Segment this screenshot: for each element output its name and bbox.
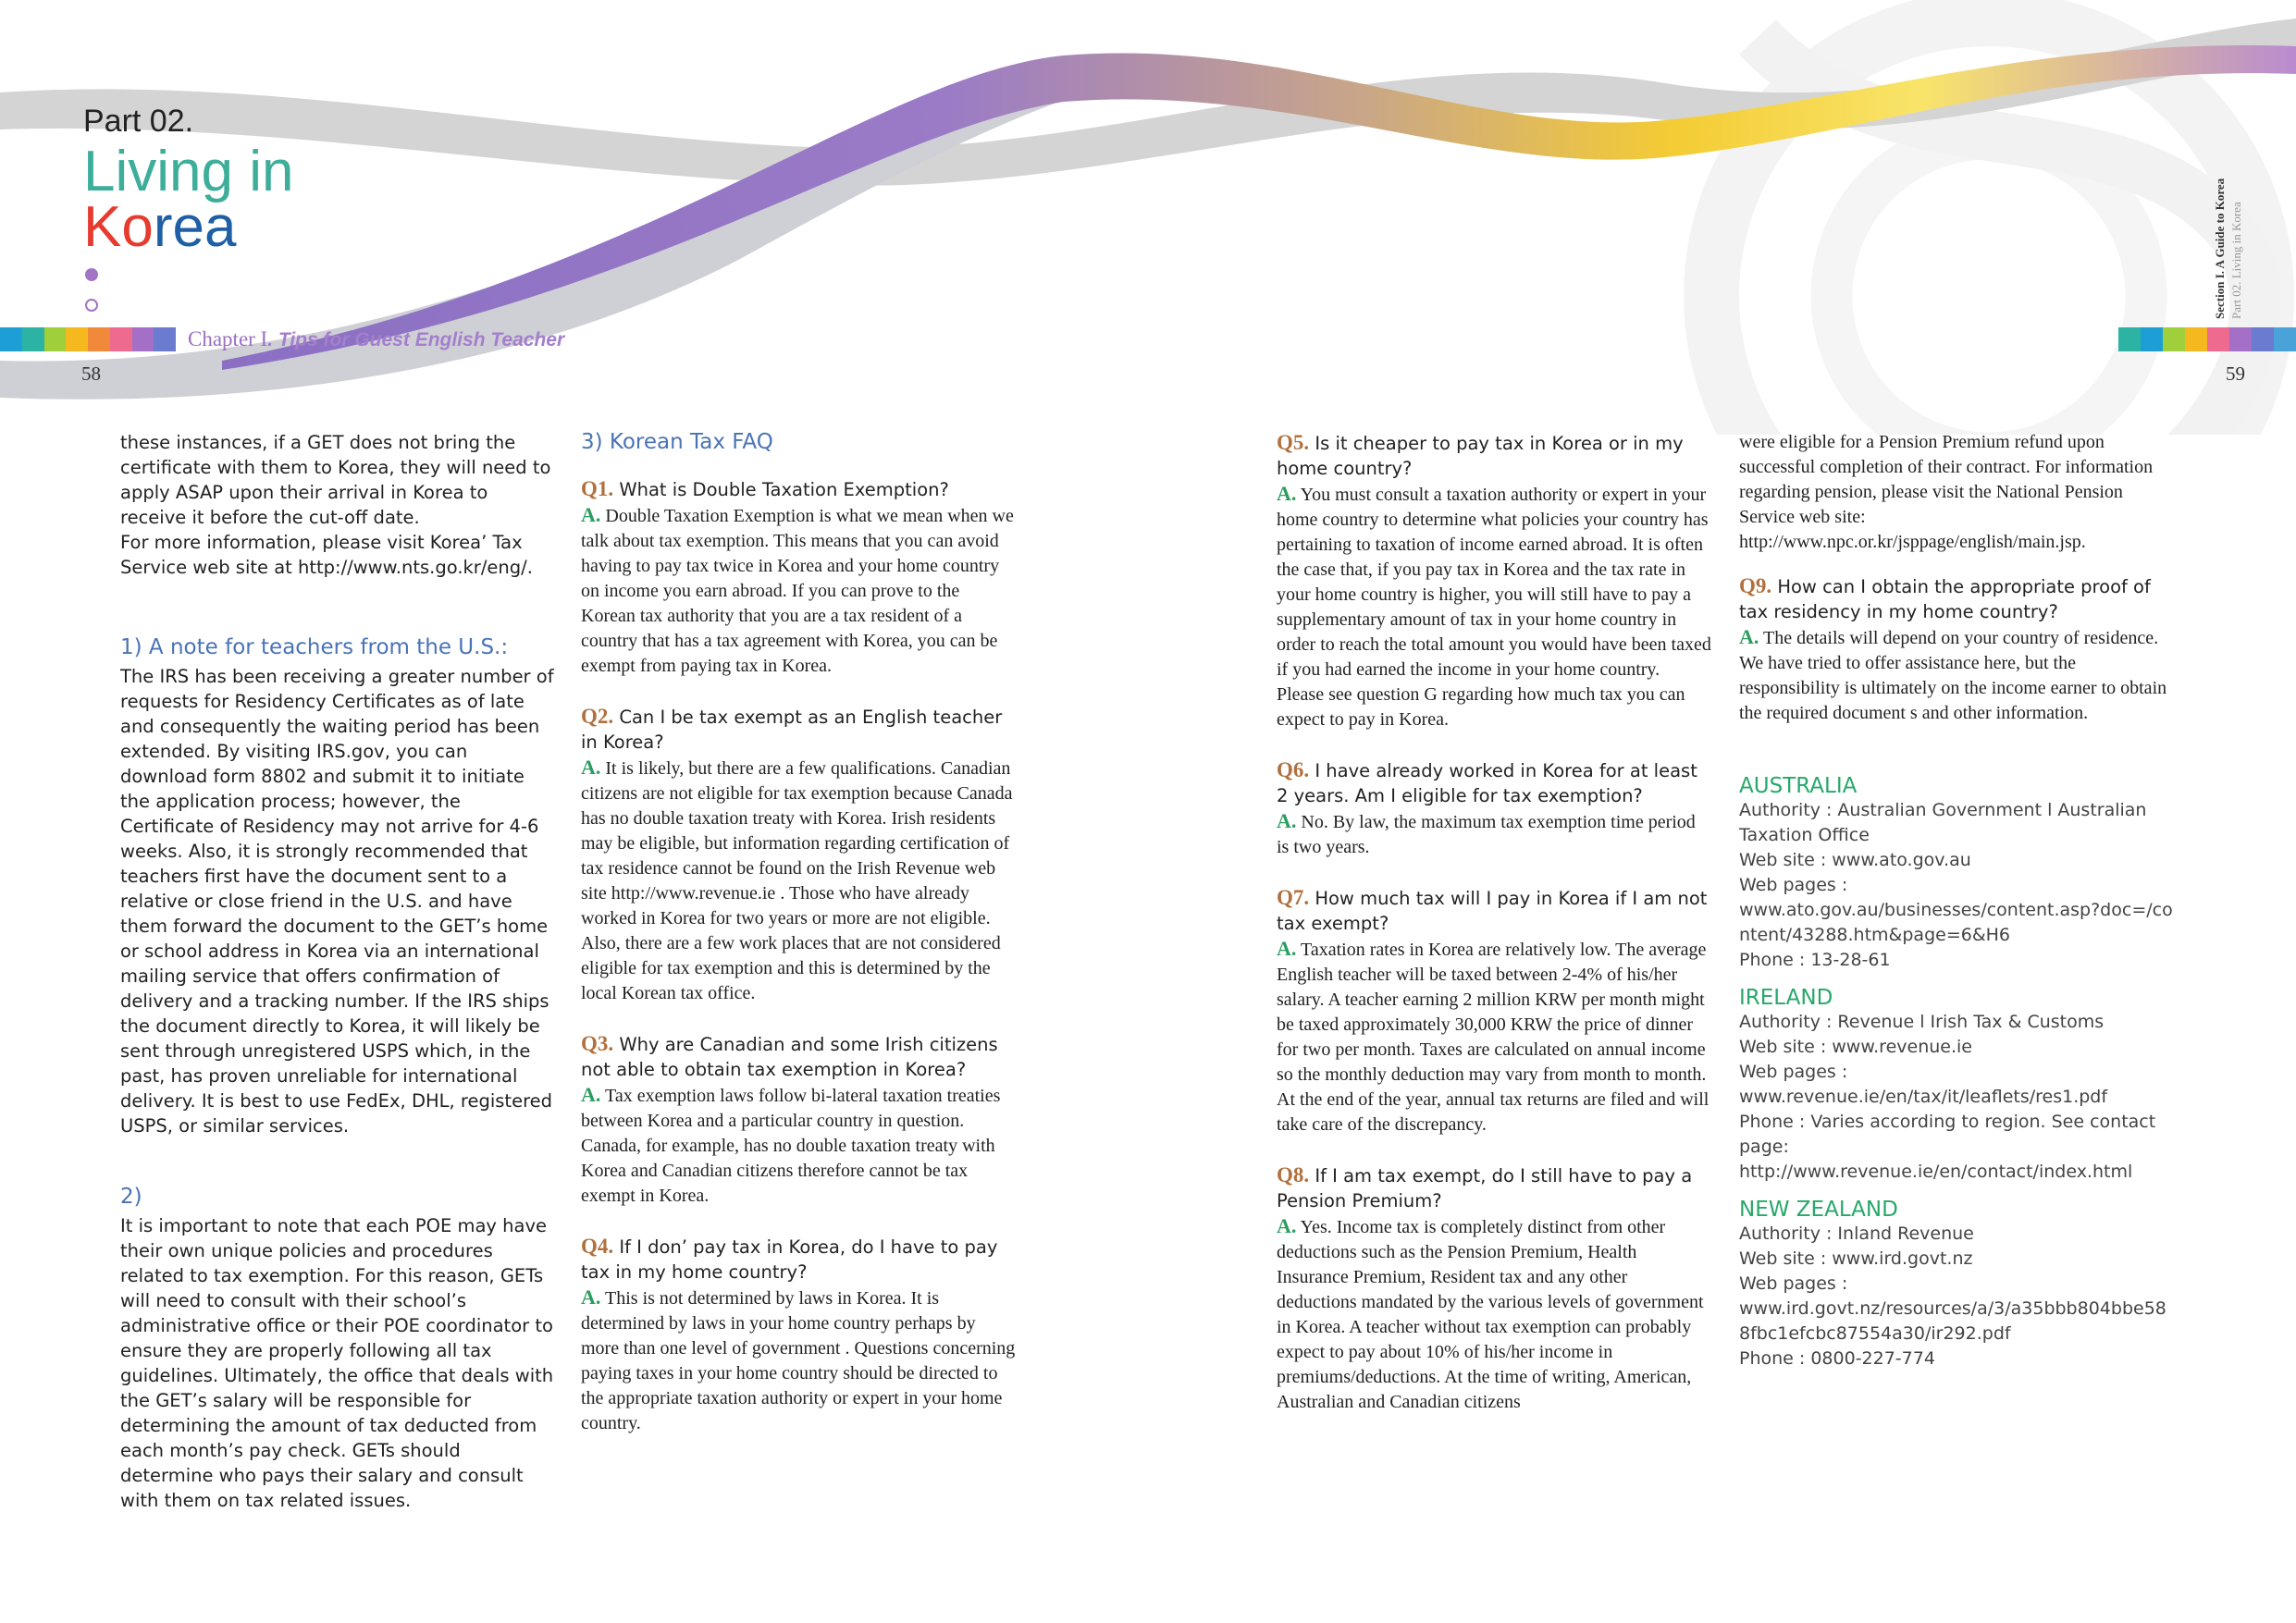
- country-line: www.revenue.ie/en/tax/it/leaflets/res1.pdf: [1739, 1087, 2108, 1107]
- country-new-zealand: [1739, 1198, 2174, 1371]
- answer-text: Yes. Income tax is completely distinct from other deductions such as the Pension Premium, Health Insurance Premium, Resident tax and any other deductions mandated by the various levels of government in Korea. A teacher without tax exemption can probably expect to pay about 10% of his/her income in premiums/deductions. At the time of writing, American, Australian and Canadian citizens: [1277, 1217, 1704, 1412]
- color-bar-right: [2118, 327, 2296, 351]
- title-k: Ko: [83, 195, 154, 259]
- answer-text: No. By law, the maximum tax exemption time period is two years.: [1277, 812, 1696, 857]
- answer-label: A.: [1277, 937, 1297, 960]
- question-number: Q2.: [581, 705, 614, 728]
- answer-text: The details will depend on your country of residence. We have tried to offer assistance here, but the responsibility is ultimately on the income earner to obtain the required document s and other information.: [1739, 628, 2167, 723]
- pension-url: http://www.npc.or.kr/jsppage/english/main.jsp.: [1739, 532, 2086, 552]
- question-number: Q9.: [1739, 574, 1772, 597]
- section-heading-2: 2): [120, 1185, 142, 1209]
- title-line-2: [83, 195, 237, 259]
- answer-label: A.: [1739, 625, 1759, 648]
- answer-text: Tax exemption laws follow bi-lateral taxation treaties between Korea and a particular country in question. Canada, for example, has no double taxation treaty with Korea and Canadian citizens therefore cannot be tax exempt in Korea.: [581, 1086, 1001, 1206]
- page-number-left: 58: [81, 363, 101, 385]
- question-text: Why are Canadian and some Irish citizens not able to obtain tax exemption in Korea?: [581, 1034, 998, 1080]
- country-line: www.ird.govt.nz/resources/a/3/a35bbb804bbe588fbc1efcbc87554a30/ir292.pdf: [1739, 1298, 2166, 1344]
- question-number: Q3.: [581, 1032, 614, 1055]
- answer-label: A.: [581, 756, 601, 779]
- country-line: Phone : 0800-227-774: [1739, 1348, 1935, 1369]
- vertical-running-title: [2213, 178, 2228, 319]
- answer-label: A.: [1277, 809, 1297, 832]
- faq-item-q2: [581, 704, 1016, 1006]
- country-line: Phone : Varies according to region. See contact page:: [1739, 1112, 2156, 1157]
- country-line: Web site : www.revenue.ie: [1739, 1037, 1972, 1057]
- chapter-heading: [188, 327, 564, 351]
- answer-text: This is not determined by laws in Korea. It is determined by laws in your home country perhaps by more than one level of government . Questions concerning paying taxes in your home country should be directed to the appropriate taxation authority or expert in your home country.: [581, 1288, 1016, 1433]
- intro-text: these instances, if a GET does not bring the certificate with them to Korea, they will need to apply ASAP upon their arrival in Korea to receive it before the cut-off date.: [120, 432, 551, 528]
- vertical-running-subtitle: [2229, 202, 2244, 319]
- question-number: Q7.: [1277, 886, 1310, 909]
- bullet-outline: [85, 299, 98, 312]
- question-text: If I am tax exempt, do I still have to pay a Pension Premium?: [1277, 1165, 1693, 1211]
- page-number-right: 59: [2226, 363, 2245, 385]
- country-name: NEW ZEALAND: [1739, 1198, 1898, 1222]
- color-bar-left: [0, 327, 176, 351]
- question-number: Q1.: [581, 477, 614, 500]
- answer-text: It is likely, but there are a few qualifications. Canadian citizens are not eligible for tax exemption because Canada has no double taxation treaty with Korea. Irish residents may be eligible, but information regarding certification of tax residence cannot be found on the Irish Revenue web site http://www.revenue.ie . Those who have already worked in Korea for two years or more are not eligible. Also, there are a few work places that are not considered eligible for tax exemption and this is determined by the local Korean tax office.: [581, 758, 1013, 1003]
- answer-label: A.: [1277, 1214, 1297, 1237]
- answer-text: You must consult a taxation authority or expert in your home country to determine what policies your country has pertaining to taxation of income earned abroad. It is often the case that, if you pay tax in Korea and the tax rate in your home country is higher, you will still have to pay a supplementary amount of tax in your home country in order to reach the total amount you would have been taxed if you had earned the income in your home country. Please see question G regarding how much tax you can expect to pay in Korea.: [1277, 485, 1711, 730]
- country-line: http://www.revenue.ie/en/contact/index.html: [1739, 1162, 2133, 1182]
- column-4: [1739, 430, 2174, 1371]
- question-text: Can I be tax exempt as an English teacher in Korea?: [581, 707, 1003, 753]
- faq-item-q1: [581, 476, 1016, 679]
- column-1: [120, 430, 555, 1513]
- answer-text: Taxation rates in Korea are relatively low. The average English teacher will be taxed between 2-4% of his/her salary. A teacher earning 2 million KRW per month might be taxed approximately 30,000 KRW the price of dinner for two per month. Taxes are calculated on annual income so the monthly deduction may vary from month to month. At the end of the year, annual tax returns are filed and will take care of the discrepancy.: [1277, 940, 1710, 1135]
- intro-text-2: For more information, please visit Korea’ Tax Service web site at http://www.nts.go.kr/eng/.: [120, 532, 533, 578]
- country-line: Authority : Australian Government l Australian Taxation Office: [1739, 800, 2147, 845]
- answer-label: A.: [581, 1285, 601, 1309]
- country-line: Web site : www.ato.gov.au: [1739, 850, 1971, 870]
- country-line: Web pages :: [1739, 875, 1848, 895]
- question-number: Q4.: [581, 1235, 614, 1258]
- faq-item-q7: [1277, 885, 1711, 1137]
- country-australia: [1739, 774, 2174, 973]
- answer-label: A.: [581, 1083, 601, 1106]
- faq-item-q9: [1739, 573, 2174, 726]
- chapter-subtitle: . Tips for Guest English Teacher: [267, 329, 565, 350]
- country-line: Web pages :: [1739, 1273, 1848, 1294]
- bullet-filled: [85, 268, 98, 281]
- answer-label: A.: [1277, 482, 1297, 505]
- title-rest: rea: [153, 195, 237, 259]
- answer-label: A.: [581, 503, 601, 526]
- question-text: What is Double Taxation Exemption?: [619, 479, 949, 500]
- question-text: How can I obtain the appropriate proof of tax residency in my home country?: [1739, 576, 2151, 622]
- country-line: Web site : www.ird.govt.nz: [1739, 1248, 1973, 1269]
- question-text: Is it cheaper to pay tax in Korea or in my home country?: [1277, 433, 1684, 479]
- country-ireland: [1739, 986, 2174, 1185]
- pension-continuation: were eligible for a Pension Premium refund upon successful completion of their contract. For information regarding pension, please visit the National Pension Service web site:: [1739, 432, 2154, 527]
- question-number: Q6.: [1277, 758, 1310, 781]
- chapter-label: Chapter I: [188, 327, 268, 350]
- country-name: IRELAND: [1739, 986, 1833, 1010]
- vertical-title-line2: Part 02. Living in Korea: [2229, 202, 2243, 319]
- faq-item-q8: [1277, 1162, 1711, 1415]
- country-line: Web pages :: [1739, 1062, 1848, 1082]
- country-line: Authority : Revenue l Irish Tax & Customs: [1739, 1012, 2105, 1032]
- question-text: How much tax will I pay in Korea if I am not tax exempt?: [1277, 888, 1708, 934]
- vertical-title-line1: Section I. A Guide to Korea: [2213, 178, 2227, 319]
- header-decoration: [0, 0, 2296, 435]
- section-heading-us: 1) A note for teachers from the U.S.:: [120, 635, 509, 659]
- title-line-1: Living in: [83, 140, 294, 203]
- section-body-us: The IRS has been receiving a greater number of requests for Residency Certificates as of late and consequently the waiting period has been extended. By visiting IRS.gov, you can download form 8802 and submit it to initiate the application process; however, the Certificate of Residency may not arrive for 4-6 weeks. Also, it is strongly recommended that teachers first have the document sent to a relative or close friend in the U.S. and have them forward the document to the GET’s home or school address in Korea via an international mailing service that offers confirmation of delivery and a tracking number. If the IRS ships the document directly to Korea, it will likely be sent through unregistered USPS which, in the past, has proven unreliable for international delivery. It is best to use FedEx, DHL, registered USPS, or similar services.: [120, 666, 554, 1137]
- faq-item-q4: [581, 1234, 1016, 1436]
- country-line: Authority : Inland Revenue: [1739, 1223, 1974, 1244]
- question-text: If I don’ pay tax in Korea, do I have to pay tax in my home country?: [581, 1236, 998, 1283]
- country-name: AUSTRALIA: [1739, 774, 1858, 798]
- question-number: Q8.: [1277, 1163, 1310, 1187]
- faq-heading: 3) Korean Tax FAQ: [581, 430, 773, 454]
- column-3: [1277, 430, 1711, 1440]
- country-line: www.ato.gov.au/businesses/content.asp?doc=/content/43288.htm&page=6&H6: [1739, 900, 2173, 945]
- faq-item-q6: [1277, 757, 1711, 860]
- section-body-2: It is important to note that each POE may have their own unique policies and procedures related to tax exemption. For this reason, GETs will need to consult with their school’s administrative office or their POE coordinator to ensure they are properly following all tax guidelines. Ultimately, the office that deals with the GET’s salary will be responsible for determining the amount of tax deducted from each month’s pay check. GETs should determine who pays their salary and consult with them on tax related issues.: [120, 1215, 554, 1511]
- column-2: [581, 430, 1016, 1461]
- country-line: Phone : 13-28-61: [1739, 950, 1891, 970]
- part-label: Part 02.: [83, 104, 194, 139]
- question-number: Q5.: [1277, 431, 1310, 454]
- faq-item-q5: [1277, 430, 1711, 732]
- answer-text: Double Taxation Exemption is what we mean when we talk about tax exemption. This means that you can avoid having to pay tax twice in Korea and your home country on income you earn abroad. If you can prove to the Korean tax authority that you are a tax resident of a country that has a tax agreement with Korea, you can be exempt from paying tax in Korea.: [581, 506, 1014, 676]
- faq-item-q3: [581, 1031, 1016, 1209]
- question-text: I have already worked in Korea for at least 2 years. Am I eligible for tax exemption?: [1277, 760, 1697, 806]
